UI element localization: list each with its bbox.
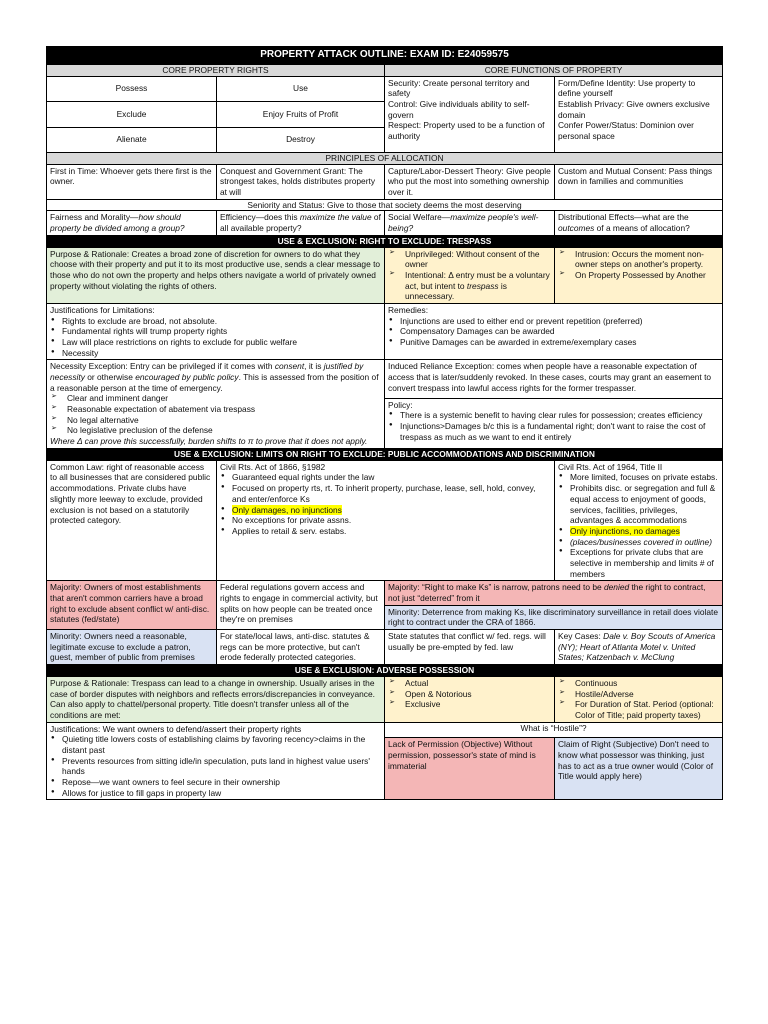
trespass-header: USE & EXCLUSION: RIGHT TO EXCLUDE: TRESPASS [47,235,723,247]
core-rights-header: CORE PROPERTY RIGHTS [47,64,385,76]
cra-1866: Civil Rts. Act of 1866, §1982 ● Guaranteed equal rights under the law ● Focused on property rts, rt. To inherit property, purchase, lease, sell, hold, convey, and enter/enforce Ks ● Only damages, no injunctions ● No exceptions for private assns. ● Applies to retail & serv. estabs. [217,460,555,580]
right-alienate: Alienate [47,127,217,152]
induced-reliance-exception: Induced Reliance Exception: comes when people have a reasonable expectation of access that is later/suddenly revoked. In these cases, courts may grant an easement to convert trespass into lawful access rights for the former trespasser. [385,360,723,398]
trespass-policy: Policy: ● There is a systemic benefit to having clear rules for possession; creates efficiency ● Injunctions>Damages b/c this is a fundamental right; don't want to raise the cost of trespass as much as we want to end it entirely [385,398,723,448]
allocation-welfare: Social Welfare—maximize people's well-being? [385,211,555,235]
right-exclude: Exclude [47,101,217,127]
trespass-element-intrusion: ➢ Intrusion: Occurs the moment non-owner steps on another's property. [558,249,719,270]
adverse-possession-header: USE & EXCLUSION: ADVERSE POSSESSION [47,664,723,676]
trespass-justifications: Justifications for Limitations: ● Rights to exclude are broad, not absolute. ● Fundamental rights will trump property rights ● Law will place restrictions on rights to exclude for public welfare ● Necessity [47,304,385,360]
allocation-fairness: Fairness and Morality—how should property be divided among a group? [47,211,217,235]
allocation-capture: Capture/Labor-Dessert Theory: Give people who put the most into something ownership over it. [385,164,555,199]
allocation-header: PRINCIPLES OF ALLOCATION [47,152,723,164]
outline-page [46,46,722,800]
outline-table [46,46,723,800]
right-possess: Possess [47,76,217,101]
trespass-purpose: Purpose & Rationale: Creates a broad zone of discretion for owners to do what they choose with their property and put it to its most productive use, sends a clear message to those who do not own the property and helps others navigate a world of privately owned property without violating the rights of others. [47,247,385,303]
state-local-laws: For state/local laws, anti-disc. statutes & regs can be more protective, but can't erode federally protected categories. [217,629,385,664]
adverse-justifications: Justifications: We want owners to defend/assert their property rights ● Quieting title lowers costs of establishing claims by favoring recency>claims in the distant past ● Prevents resources from sitting idle/in speculation, puts land in highest value users' hands ● Repose—we want owners to feel secure in their ownership ● Allows for justice to fill gaps in property law [47,722,385,800]
allocation-custom: Custom and Mutual Consent: Pass things down in families and communities [555,164,723,199]
key-cases: Key Cases: Dale v. Boy Scouts of America (NY); Heart of Atlanta Motel v. United States; Katzenbach v. McClung [555,629,723,664]
accommodations-header: USE & EXCLUSION: LIMITS ON RIGHT TO EXCLUDE: PUBLIC ACCOMMODATIONS AND DISCRIMINATION [47,448,723,460]
function-security: Security: Create personal territory and safety [388,77,530,99]
minority-common-law: Minority: Owners need a reasonable, legitimate excuse to exclude a patron, guest, member of public from premises [47,629,217,664]
page-title: PROPERTY ATTACK OUTLINE: EXAM ID: E24059575 [47,47,723,65]
right-use: Use [217,76,385,101]
right-enjoy: Enjoy Fruits of Profit [217,101,385,127]
function-respect: Respect: Property used to be a function of authority [388,120,545,142]
functions-col-1 [385,76,555,152]
function-control: Control: Give individuals ability to self-govern [388,99,530,120]
functions-col-2 [555,76,723,152]
majority-common-law: Majority: Owners of most establishments that aren't common carriers have a broad right to exclude absent conflict w/ anti-disc. statutes (fed/state) [47,581,217,630]
adverse-elements-1: ➢ Actual ➢ Open & Notorious ➢ Exclusive [385,676,555,722]
function-power: Confer Power/Status: Dominion over personal space [558,120,694,142]
allocation-efficiency: Efficiency—does this maximize the value of all available property? [217,211,385,235]
core-functions-header: CORE FUNCTIONS OF PROPERTY [385,64,723,76]
federal-regulations: Federal regulations govern access and rights to engage in commercial activity, but splits on how people can be treated once they're on premises [217,581,385,630]
function-identity: Form/Define Identity: Use property to define yourself [558,77,696,99]
trespass-elements-2 [555,247,723,303]
right-destroy: Destroy [217,127,385,152]
hostile-subjective: Claim of Right (Subjective) Don't need to know what possessor was thinking, just has to act as a true owner would (Color of Title would apply here) [555,738,723,800]
function-privacy: Establish Privacy: Give owners exclusive domain [558,99,710,120]
trespass-element-intentional: ➢ Intentional: Δ entry must be a voluntary act, but intent to trespass is unnecessary. [388,270,551,302]
minority-right-to-contract: Minority: Deterrence from making Ks, like discriminatory surveillance in retail does violate right to contract under the CRA of 1866. [385,605,723,629]
trespass-elements-1 [385,247,555,303]
allocation-distributional: Distributional Effects—what are the outcomes of a means of allocation? [555,211,723,235]
allocation-first-in-time: First in Time: Whoever gets there first is the owner. [47,164,217,199]
hostile-header: What is “Hostile”? [385,722,723,738]
hostile-objective: Lack of Permission (Objective) Without permission, possessor's state of mind is immaterial [385,738,555,800]
trespass-element-unprivileged: ➢ Unprivileged: Without consent of the owner [388,249,551,270]
trespass-element-possessed: ➢ On Property Possessed by Another [558,270,719,281]
adverse-elements-2: ➢ Continuous ➢ Hostile/Adverse ➢ For Duration of Stat. Period (optional: Color of Title; paid property taxes) [555,676,723,722]
common-law: Common Law: right of reasonable access to all businesses that are considered public accommodations. Private clubs have slightly more leeway to exclude, provided exclusion is not based on a statutorily protected category. [47,460,217,580]
state-federal-conflict: State statutes that conflict w/ fed. regs. will usually be pre-empted by fed. law [385,629,555,664]
trespass-remedies: Remedies: ● Injunctions are used to either end or prevent repetition (preferred) ● Compensatory Damages can be awarded ● Punitive Damages can be awarded in extreme/exemplary cases [385,304,723,360]
cra-1964: Civil Rts. Act of 1964, Title II ● More limited, focuses on private estabs. ● Prohibits disc. or segregation and full & equal access to enjoyment of goods, services, facilities, privileges, advantages & accommodations ● Only injunctions, no damages ● (places/businesses covered in outline) ● Exceptions for private clubs that are selective in membership and limits # of members [555,460,723,580]
necessity-exception: Necessity Exception: Entry can be privileged if it comes with consent, it is justified by necessity or otherwise encouraged by public policy. This is assessed from the position of a reasonable person at the time of emergency. ➢ Clear and imminent danger ➢ Reasonable expectation of abatement via trespass ➢ No legal alternative ➢ No legislative preclusion of the defense Where Δ can prove this successfully, burden shifts to π to prove that it does not apply. [47,360,385,448]
allocation-conquest: Conquest and Government Grant: The strongest takes, holds distributes property at will [217,164,385,199]
majority-right-to-contract: Majority: “Right to make Ks” is narrow, patrons need to be denied the right to contract, not just “deterred” from it [385,581,723,605]
allocation-seniority: Seniority and Status: Give to those that society deems the most deserving [47,199,723,211]
adverse-purpose: Purpose & Rationale: Trespass can lead to a change in ownership. Usually arises in the case of border disputes with neighbors and reflects errors/discrepancies in conveyance. Can also apply to chattel/personal property. Title doesn't transfer unless all of the conditions are met: [47,676,385,722]
